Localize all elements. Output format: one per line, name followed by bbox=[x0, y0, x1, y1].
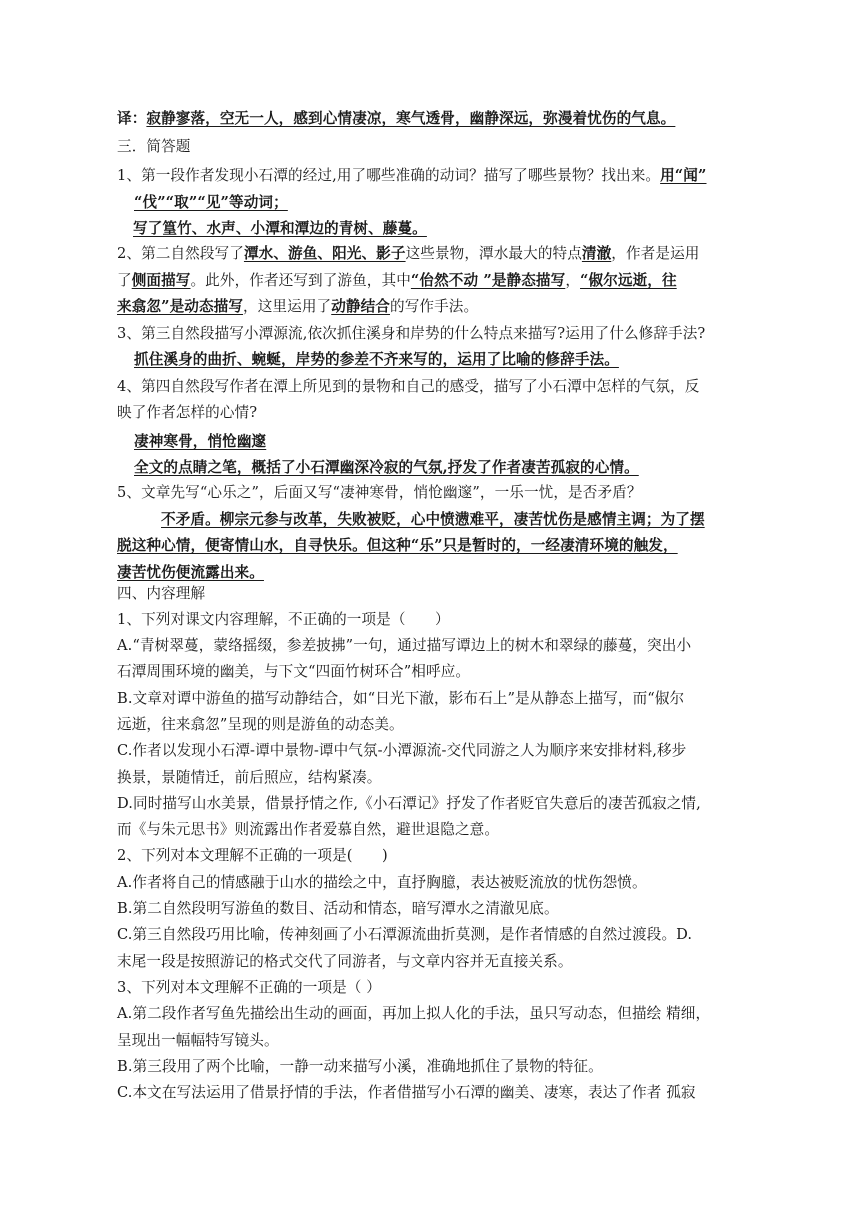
iq1-option-d-2: 而《与朱元思书》则流露出作者爱慕自然，避世退隐之意。 bbox=[117, 821, 500, 838]
q5-answer-1: 不矛盾。柳宗元参与改革，失败被贬，心中愤懑难平，凄苦忧伤是感情主调；为了摆 bbox=[161, 511, 705, 528]
q2-text: ，这里运用了 bbox=[243, 298, 332, 315]
q2-text: ， bbox=[565, 272, 581, 289]
q2-line-3 bbox=[117, 297, 478, 317]
q5-answer-1-line bbox=[117, 510, 705, 530]
q2-fill-feature: 清澈 bbox=[581, 245, 612, 262]
q5-answer-3: 凄苦忧伤便流露出来。 bbox=[117, 564, 264, 581]
translation-line bbox=[117, 109, 675, 129]
q5-answer-3-line bbox=[117, 563, 264, 583]
iq1-option-b-2: 远逝，往来翕忽”呈现的则是游鱼的动态美。 bbox=[117, 716, 404, 733]
q1-line bbox=[117, 166, 707, 186]
q2-line-2 bbox=[117, 271, 677, 291]
section-4-heading: 四、内容理解 bbox=[117, 585, 206, 602]
q5-question: 5、文章先写“心乐之”，后面又写“凄神寒骨，悄怆幽邃”，一乐一忧，是否矛盾？ bbox=[117, 484, 642, 501]
q4-question-2: 映了作者怎样的心情? bbox=[117, 404, 258, 421]
iq3-option-b: B.第三段用了两个比喻，一静一动来描写小溪，准确地抓住了景物的特征。 bbox=[117, 1058, 603, 1075]
q5-answer-2: 脱这种心情，便寄情山水，自寻快乐。但这种“乐”只是暂时的，一经凄清环境的触发， bbox=[117, 537, 678, 554]
q1-answer-b bbox=[134, 193, 288, 213]
q1-answer-a: 用“闻” bbox=[660, 167, 707, 184]
q1-answer-scenery: 写了篁竹、水声、小潭和潭边的青树、藤蔓。 bbox=[133, 220, 427, 237]
q3-question: 3、第三自然段描写小潭源流,依次抓住溪身和岸势的什么特点来描写?运用了什么修辞手法? bbox=[117, 325, 706, 342]
q4-answer-1-line bbox=[134, 432, 266, 452]
q2-text: ，作者是运用 bbox=[611, 245, 700, 262]
q2-fill-dynamic-b: 来翕忽”是动态描写 bbox=[117, 298, 244, 315]
iq1-stem: 1、下列对课文内容理解，不正确的一项是（ ） bbox=[117, 611, 450, 628]
iq3-option-a-1: A.第二段作者写鱼先描绘出生动的画面，再加上拟人化的手法，虽只写动态，但描绘 精细， bbox=[117, 1005, 711, 1022]
q4-answer-2: 全文的点睛之笔，概括了小石潭幽深冷寂的气氛,抒发了作者凄苦孤寂的心情。 bbox=[134, 459, 639, 476]
section-3-heading: 三．简答题 bbox=[117, 138, 191, 155]
q1-answer-c-line bbox=[117, 219, 427, 239]
q5-answer-2-line bbox=[117, 536, 678, 556]
q4-question-1: 4、第四自然段写作者在潭上所见到的景物和自己的感受，描写了小石潭中怎样的气氛，反 bbox=[117, 378, 700, 395]
iq2-stem: 2、下列对本文理解不正确的一项是( ) bbox=[117, 847, 388, 864]
q2-fill-scenery: 潭水、游鱼、阳光、影子 bbox=[243, 245, 406, 262]
iq2-option-cd-2: 末尾一段是按照游记的格式交代了同游者，与文章内容并无直接关系。 bbox=[117, 953, 573, 970]
q3-answer: 抓住溪身的曲折、蜿蜒，岸势的参差不齐来写的，运用了比喻的修辞手法。 bbox=[134, 351, 619, 368]
q3-answer-line bbox=[134, 350, 619, 370]
iq2-option-cd-1: C.第三自然段巧用比喻，传神刻画了小石潭源流曲折莫测，是作者情感的自然过渡段。D. bbox=[117, 926, 693, 943]
q1-question: 1、第一段作者发现小石潭的经过,用了哪些准确的动词？描写了哪些景物？找出来。 bbox=[117, 167, 661, 184]
iq1-option-a-1: A.“青树翠蔓，蒙络摇缀，参差披拂”一句，通过描写谭边上的树木和翠绿的藤蔓，突出小 bbox=[117, 637, 692, 654]
q2-fill-technique: 侧面描写 bbox=[131, 272, 191, 289]
iq1-option-c-1: C.作者以发现小石潭-谭中景物-谭中气氛-小潭源流-交代同游之人为顺序来安排材料,移步 bbox=[117, 742, 687, 759]
translation-text: 寂静寥落，空无一人，感到心情凄凉，寒气透骨，幽静深远，弥漫着忧伤的气息。 bbox=[146, 110, 676, 127]
iq2-option-a: A.作者将自己的情感融于山水的描绘之中，直抒胸臆，表达被贬流放的忧伤怨愤。 bbox=[117, 874, 647, 891]
iq3-option-a-2: 呈现出一幅幅特写镜头。 bbox=[117, 1032, 279, 1049]
q2-text: 的写作手法。 bbox=[390, 298, 479, 315]
iq1-option-c-2: 换景，景随情迁，前后照应，结构紧凑。 bbox=[117, 769, 382, 786]
q2-fill-dynamic-a: “俶尔远逝，往 bbox=[580, 272, 677, 289]
q2-fill-combination: 动静结合 bbox=[331, 298, 390, 315]
iq2-option-b: B.第二自然段明写游鱼的数目、活动和情态，暗写潭水之清澈见底。 bbox=[117, 900, 559, 917]
iq1-option-a-2: 石潭周围环境的幽美，与下文“四面竹树环合”相呼应。 bbox=[117, 663, 471, 680]
iq1-option-d-1: D.同时描写山水美景，借景抒情之作,《小石潭记》抒发了作者贬官失意后的凄苦孤寂之情, bbox=[117, 795, 701, 812]
q4-answer-2-line bbox=[134, 458, 639, 478]
q2-line-1 bbox=[117, 244, 699, 264]
q2-text: 了 bbox=[117, 272, 132, 289]
iq1-option-b-1: B.文章对谭中游鱼的描写动静结合，如“日光下澈，影布石上”是从静态上描写，而“俶尔 bbox=[117, 690, 685, 707]
q2-text: 。此外，作者还写到了游鱼，其中 bbox=[190, 272, 411, 289]
q4-answer-1: 凄神寒骨，悄怆幽邃 bbox=[134, 433, 267, 450]
q2-fill-static: “佁然不动 ”是静态描写 bbox=[410, 272, 566, 289]
iq3-stem: 3、下列对本文理解不正确的一项是（ ） bbox=[117, 979, 381, 996]
iq3-option-c-1: C.本文在写法运用了借景抒情的手法，作者借描写小石潭的幽美、凄寒，表达了作者 孤寂 bbox=[117, 1084, 696, 1101]
q2-text: 这些景物，潭水最大的特点 bbox=[405, 245, 582, 262]
q2-text: 2、第二自然段写了 bbox=[117, 245, 244, 262]
translation-label: 译： bbox=[117, 110, 147, 127]
q1-answer-verbs: “伐”“取”“见”等动词； bbox=[134, 194, 288, 211]
